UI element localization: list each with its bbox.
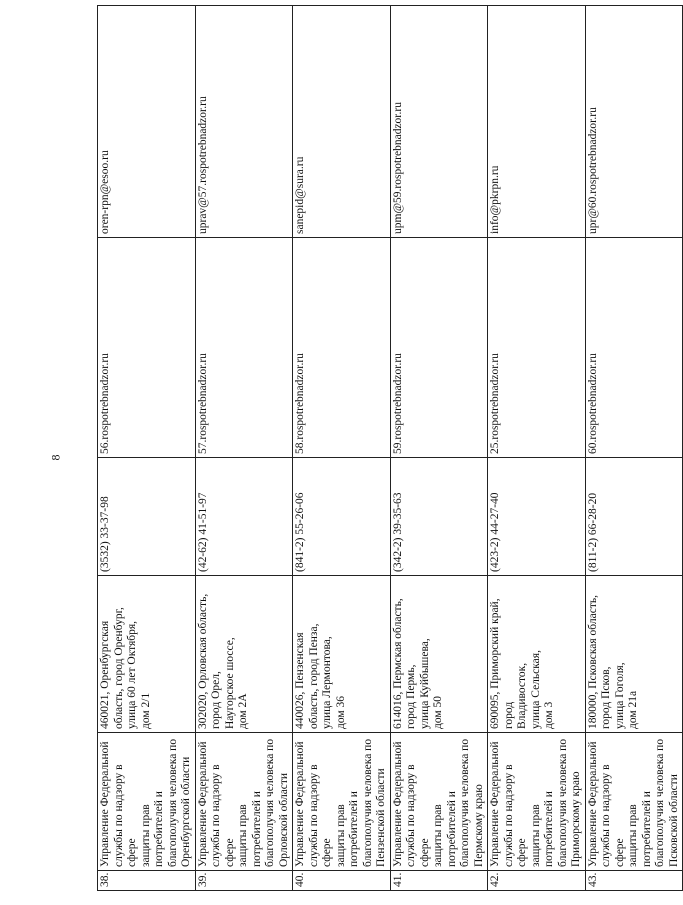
postal-address: 440026, Пензенская область, город Пенза, улица Лермонтова, дом 36 <box>293 576 391 733</box>
phone-number: (42-62) 41-51-97 <box>195 458 293 576</box>
email-link[interactable]: oren-rpn@esoo.ru <box>98 6 196 238</box>
agency-name: Управление Федеральной службы по надзору в сфере защиты прав потребителей и благополучия человека по Оренбургской области <box>98 733 196 871</box>
phone-number: (342-2) 39-35-63 <box>390 458 488 576</box>
row-number: 39. <box>195 871 293 891</box>
email-link[interactable]: upm@59.rospotrebnadzor.ru <box>390 6 488 238</box>
row-number: 38. <box>98 871 196 891</box>
agency-name: Управление Федеральной службы по надзору в сфере защиты прав потребителей и благополучия человека по Орловской области <box>195 733 293 871</box>
website-link[interactable]: 56.rospotrebnadzor.ru <box>98 238 196 458</box>
website-link[interactable]: 59.rospotrebnadzor.ru <box>390 238 488 458</box>
email-link[interactable]: upr@60.rospotrebnadzor.ru <box>585 6 683 238</box>
table-row <box>488 6 586 891</box>
email-link[interactable]: uprav@57.rospotrebnadzor.ru <box>195 6 293 238</box>
postal-address: 180000, Псковская область, город Псков, улица Гоголя, дом 21а <box>585 576 683 733</box>
postal-address: 302020, Орловская область, город Орел, Наугорское шоссе, дом 2А <box>195 576 293 733</box>
row-number: 43. <box>585 871 683 891</box>
table-row <box>98 6 196 891</box>
phone-number: (423-2) 44-27-40 <box>488 458 586 576</box>
row-number: 41. <box>390 871 488 891</box>
phone-number: (811-2) 66-28-20 <box>585 458 683 576</box>
page-number: 8 <box>48 454 63 461</box>
agency-name: Управление Федеральной службы по надзору в сфере защиты прав потребителей и благополучия человека по Пермскому краю <box>390 733 488 871</box>
email-link[interactable]: sanepid@sura.ru <box>293 6 391 238</box>
row-number: 42. <box>488 871 586 891</box>
phone-number: (841-2) 55-26-06 <box>293 458 391 576</box>
table-row <box>293 6 391 891</box>
agency-name: Управление Федеральной службы по надзору в сфере защиты прав потребителей и благополучия человека по Псковской области <box>585 733 683 871</box>
row-number: 40. <box>293 871 391 891</box>
postal-address: 614016, Пермская область, город Пермь, улица Куйбышева, дом 50 <box>390 576 488 733</box>
postal-address: 460021, Оренбургская область, город Оренбург, улица 60 лет Октября, дом 2/1 <box>98 576 196 733</box>
table-row <box>195 6 293 891</box>
website-link[interactable]: 25.rospotrebnadzor.ru <box>488 238 586 458</box>
website-link[interactable]: 60.rospotrebnadzor.ru <box>585 238 683 458</box>
directory-table <box>97 5 683 891</box>
website-link[interactable]: 58.rospotrebnadzor.ru <box>293 238 391 458</box>
email-link[interactable]: info@pkrpn.ru <box>488 6 586 238</box>
directory-table-wrapper <box>97 6 680 891</box>
phone-number: (3532) 33-37-98 <box>98 458 196 576</box>
table-row <box>585 6 683 891</box>
postal-address: 690095, Приморский край, город Владивосток, улица Сельская, дом 3 <box>488 576 586 733</box>
agency-name: Управление Федеральной службы по надзору в сфере защиты прав потребителей и благополучия человека по Приморскому краю <box>488 733 586 871</box>
agency-name: Управление Федеральной службы по надзору в сфере защиты прав потребителей и благополучия человека по Пензенской области <box>293 733 391 871</box>
website-link[interactable]: 57.rospotrebnadzor.ru <box>195 238 293 458</box>
table-row <box>390 6 488 891</box>
